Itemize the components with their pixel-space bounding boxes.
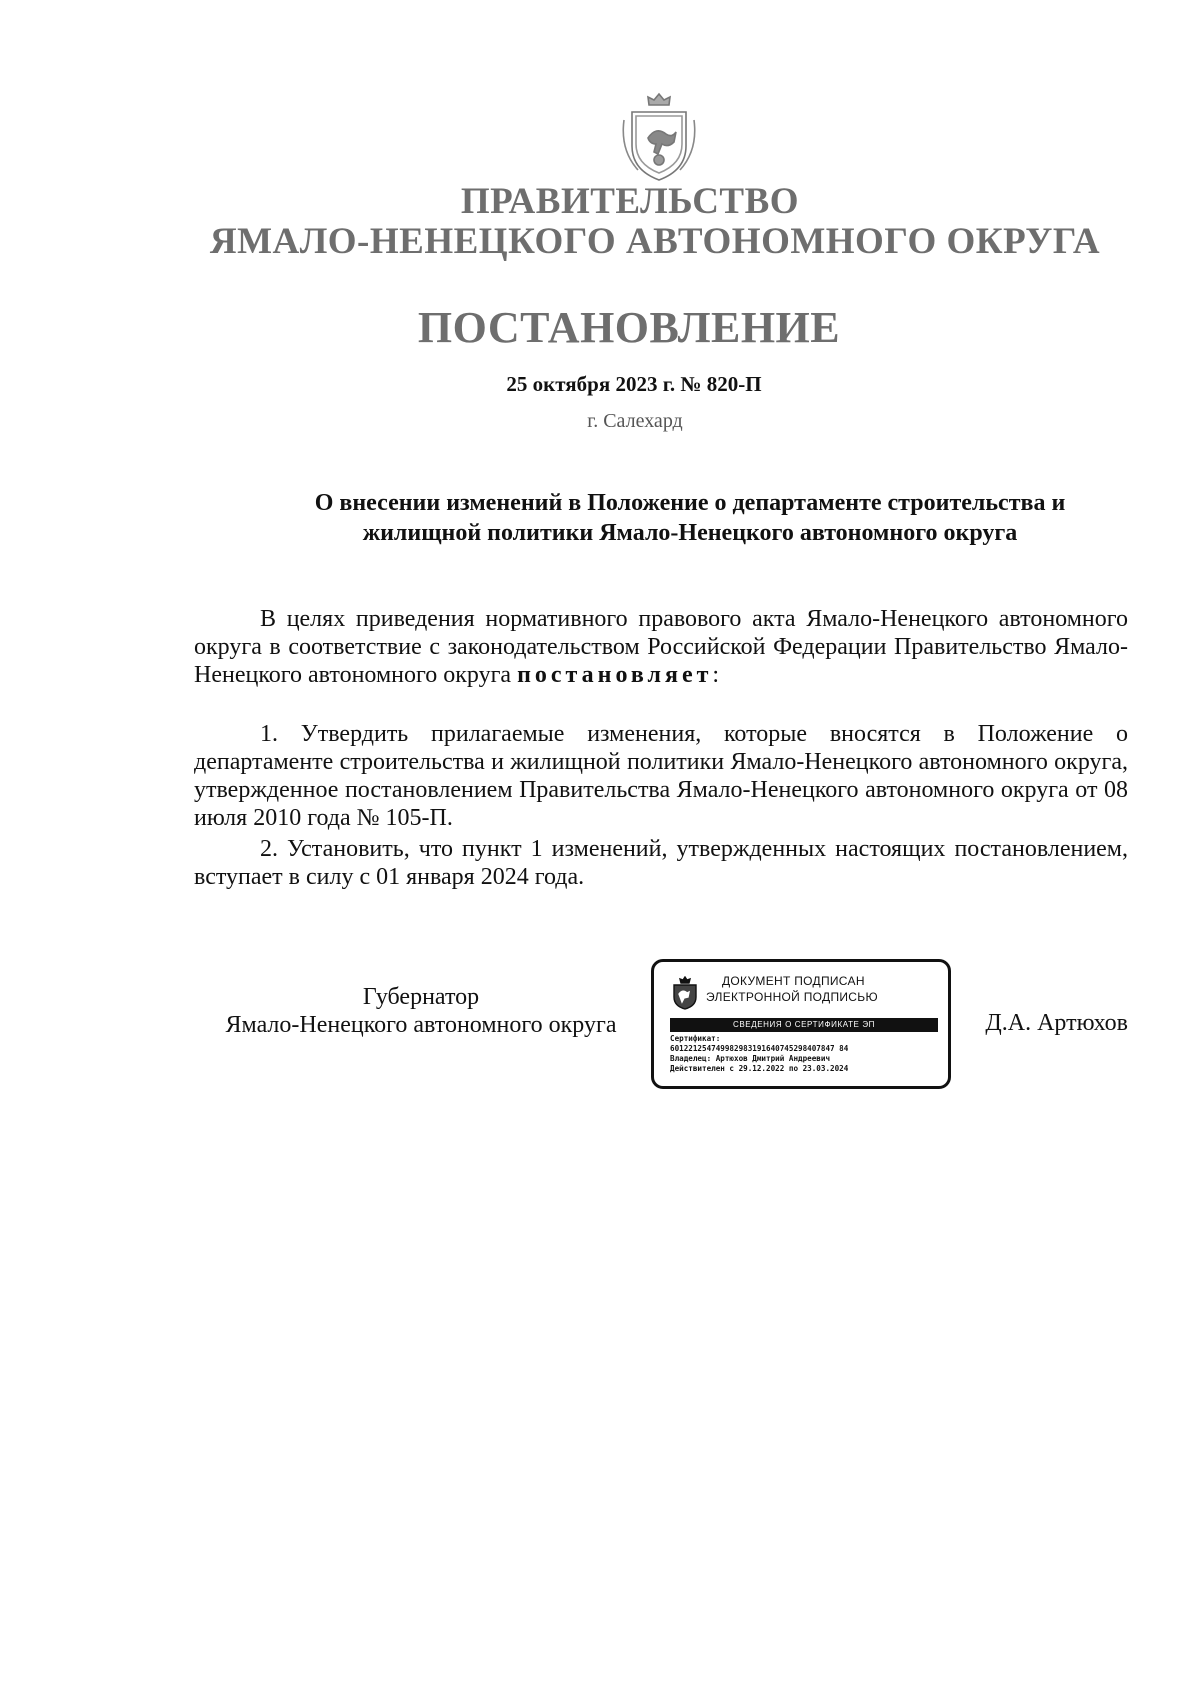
government-name-line1: ПРАВИТЕЛЬСТВО <box>460 181 800 222</box>
stamp-certificate-bar: СВЕДЕНИЯ О СЕРТИФИКАТЕ ЭП <box>670 1018 938 1032</box>
stamp-title-line1: ДОКУМЕНТ ПОДПИСАН <box>722 974 865 988</box>
document-type-title: ПОСТАНОВЛЕНИЕ <box>417 303 841 352</box>
signer-position-line2: Ямало-Ненецкого автономного округа <box>225 1012 617 1038</box>
certificate-label: Сертификат: <box>670 1034 721 1043</box>
document-subject <box>240 488 1140 548</box>
signer-position <box>194 983 648 1039</box>
stamp-title-line2: ЭЛЕКТРОННОЙ ПОДПИСЬЮ <box>706 990 878 1004</box>
decision-item-1: 1. Утвердить прилагаемые изменения, которые вносятся в Положение о департаменте строительства и жилищной политики Ямало-Ненецкого автономного округа, утвержденное постановлением Правительства Ямало-Ненецкого автономного округа от 08 июля 2010 года № 105-П. <box>194 721 1128 831</box>
signer-position-line1: Губернатор <box>362 984 480 1010</box>
coat-of-arms-icon <box>618 90 700 186</box>
subject-line2: жилищной политики Ямало-Ненецкого автономного округа <box>362 520 1018 546</box>
certificate-validity: Действителен с 29.12.2022 по 23.03.2024 <box>670 1064 849 1073</box>
preamble-paragraph <box>194 605 1128 689</box>
stamp-emblem-icon <box>670 976 700 1010</box>
decision-word: постановляет <box>517 662 713 688</box>
decision-colon: : <box>712 662 720 688</box>
decision-item-2: 2. Установить, что пункт 1 изменений, утвержденных настоящих постановлением, вступает в силу с 01 января 2024 года. <box>194 836 1128 890</box>
government-name-line2: ЯМАЛО-НЕНЕЦКОГО АВТОНОМНОГО ОКРУГА <box>209 221 1101 262</box>
certificate-number: 601221254749982983191640745298407847 84 <box>670 1044 849 1053</box>
preamble-text: В целях приведения нормативного правового акта Ямало-Ненецкого автономного округа в соответствие с законодательством Российской Федерации Правительство Ямало-Ненецкого автономного округа <box>194 606 1128 688</box>
subject-line1: О внесении изменений в Положение о департаменте строительства и <box>314 490 1066 516</box>
signer-name: Д.А. Артюхов <box>985 1010 1128 1036</box>
stamp-certificate-info <box>670 1034 940 1074</box>
document-city: г. Салехард <box>587 410 683 432</box>
document-date-number: 25 октября 2023 г. № 820-П <box>506 372 762 396</box>
electronic-signature-stamp <box>651 959 951 1089</box>
certificate-owner: Владелец: Артюхов Дмитрий Андреевич <box>670 1054 831 1063</box>
